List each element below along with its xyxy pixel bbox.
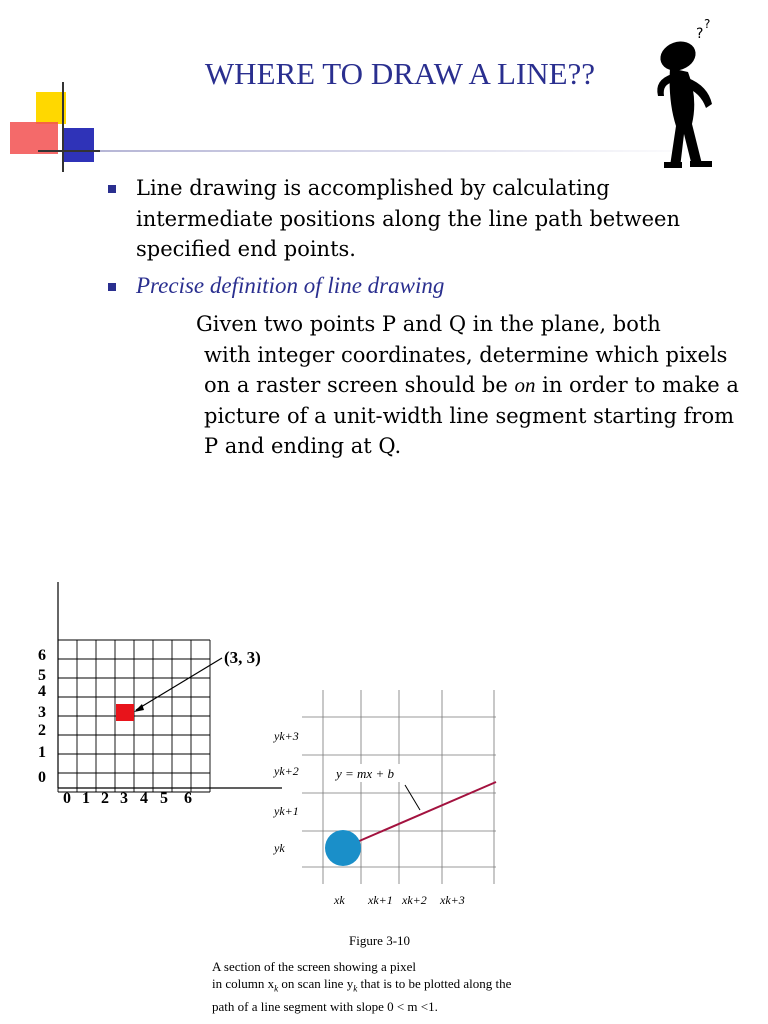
y-scanline-label: yk+3 bbox=[274, 729, 299, 743]
title-underline bbox=[100, 150, 710, 152]
definition-paragraph bbox=[196, 309, 744, 462]
caption-sub: k bbox=[353, 983, 358, 994]
x-column-label: xk bbox=[334, 893, 345, 907]
y-tick-label: 3 bbox=[38, 704, 46, 721]
y-tick-label: 0 bbox=[38, 769, 46, 786]
y-tick-label: 5 bbox=[38, 667, 46, 684]
svg-text:?: ? bbox=[696, 26, 704, 42]
x-column-label: xk+3 bbox=[440, 893, 465, 907]
definition-text: with integer coordinates, determine which pixels on a raster screen should be bbox=[204, 342, 728, 397]
plotted-pixel bbox=[325, 830, 361, 866]
figure-caption bbox=[212, 958, 592, 1015]
bullet-heading: Precise definition of line drawing bbox=[136, 272, 445, 298]
x-column-label: xk+2 bbox=[402, 893, 427, 907]
caption-line3: path of a line segment with slope 0 < m <1. bbox=[212, 998, 438, 1014]
pixel-coordinate-label: (3, 3) bbox=[224, 648, 261, 667]
page-title: WHERE TO DRAW A LINE?? bbox=[204, 56, 596, 91]
definition-line1: Given two points P and Q in the plane, both bbox=[196, 312, 661, 336]
y-scanline-label: yk+2 bbox=[274, 764, 299, 778]
caption-line2 bbox=[212, 975, 592, 998]
bullet-text: Line drawing is accomplished by calculating intermediate positions along the line path between specified end points. bbox=[136, 176, 680, 261]
emphasis-on: on bbox=[514, 373, 536, 397]
plotted-line bbox=[343, 782, 496, 848]
decorative-squares bbox=[0, 0, 150, 180]
y-tick-label: 4 bbox=[38, 683, 46, 700]
red-square bbox=[10, 122, 58, 154]
list-item bbox=[104, 173, 744, 265]
x-tick-label: 6 bbox=[184, 790, 192, 807]
bullet-marker bbox=[108, 185, 116, 193]
x-tick-label: 1 bbox=[82, 790, 90, 807]
equation-pointer bbox=[405, 785, 420, 810]
x-tick-label: 5 bbox=[160, 790, 168, 807]
y-scanline-label: yk bbox=[274, 841, 285, 855]
definition-rest bbox=[196, 340, 744, 462]
bullet-marker bbox=[108, 283, 116, 291]
pixel-grid-figure bbox=[0, 570, 290, 820]
thinking-figure-icon bbox=[640, 16, 730, 176]
svg-text:?: ? bbox=[704, 17, 711, 31]
line-equation: y = mx + b bbox=[336, 766, 394, 781]
line-plot-figure bbox=[260, 680, 520, 920]
x-tick-label: 3 bbox=[120, 790, 128, 807]
blue-square bbox=[62, 128, 94, 162]
x-column-label: xk+1 bbox=[368, 893, 393, 907]
y-scanline-label: yk+1 bbox=[274, 804, 299, 818]
y-tick-label: 1 bbox=[38, 744, 46, 761]
figure-label: Figure 3-10 bbox=[349, 933, 411, 948]
definition-text-end: in order to make a picture of a unit-width line segment starting from P and ending at Q. bbox=[204, 373, 739, 458]
yellow-square bbox=[36, 92, 66, 124]
x-tick-label: 0 bbox=[63, 790, 71, 807]
x-tick-label: 4 bbox=[140, 790, 148, 807]
pointer-arrowhead bbox=[134, 704, 144, 712]
caption-sub: k bbox=[274, 983, 279, 994]
y-tick-label: 2 bbox=[38, 722, 46, 739]
highlighted-pixel bbox=[116, 704, 134, 721]
x-tick-label: 2 bbox=[101, 790, 109, 807]
pointer-line bbox=[136, 658, 222, 710]
y-tick-label: 6 bbox=[38, 647, 46, 664]
caption-text: on scan line y bbox=[278, 976, 354, 991]
list-item bbox=[104, 271, 744, 302]
caption-line1: A section of the screen showing a pixel bbox=[212, 959, 416, 974]
bullet-list bbox=[104, 173, 744, 301]
caption-text: that is to be plotted along the bbox=[357, 976, 512, 991]
caption-text: in column x bbox=[212, 976, 275, 991]
